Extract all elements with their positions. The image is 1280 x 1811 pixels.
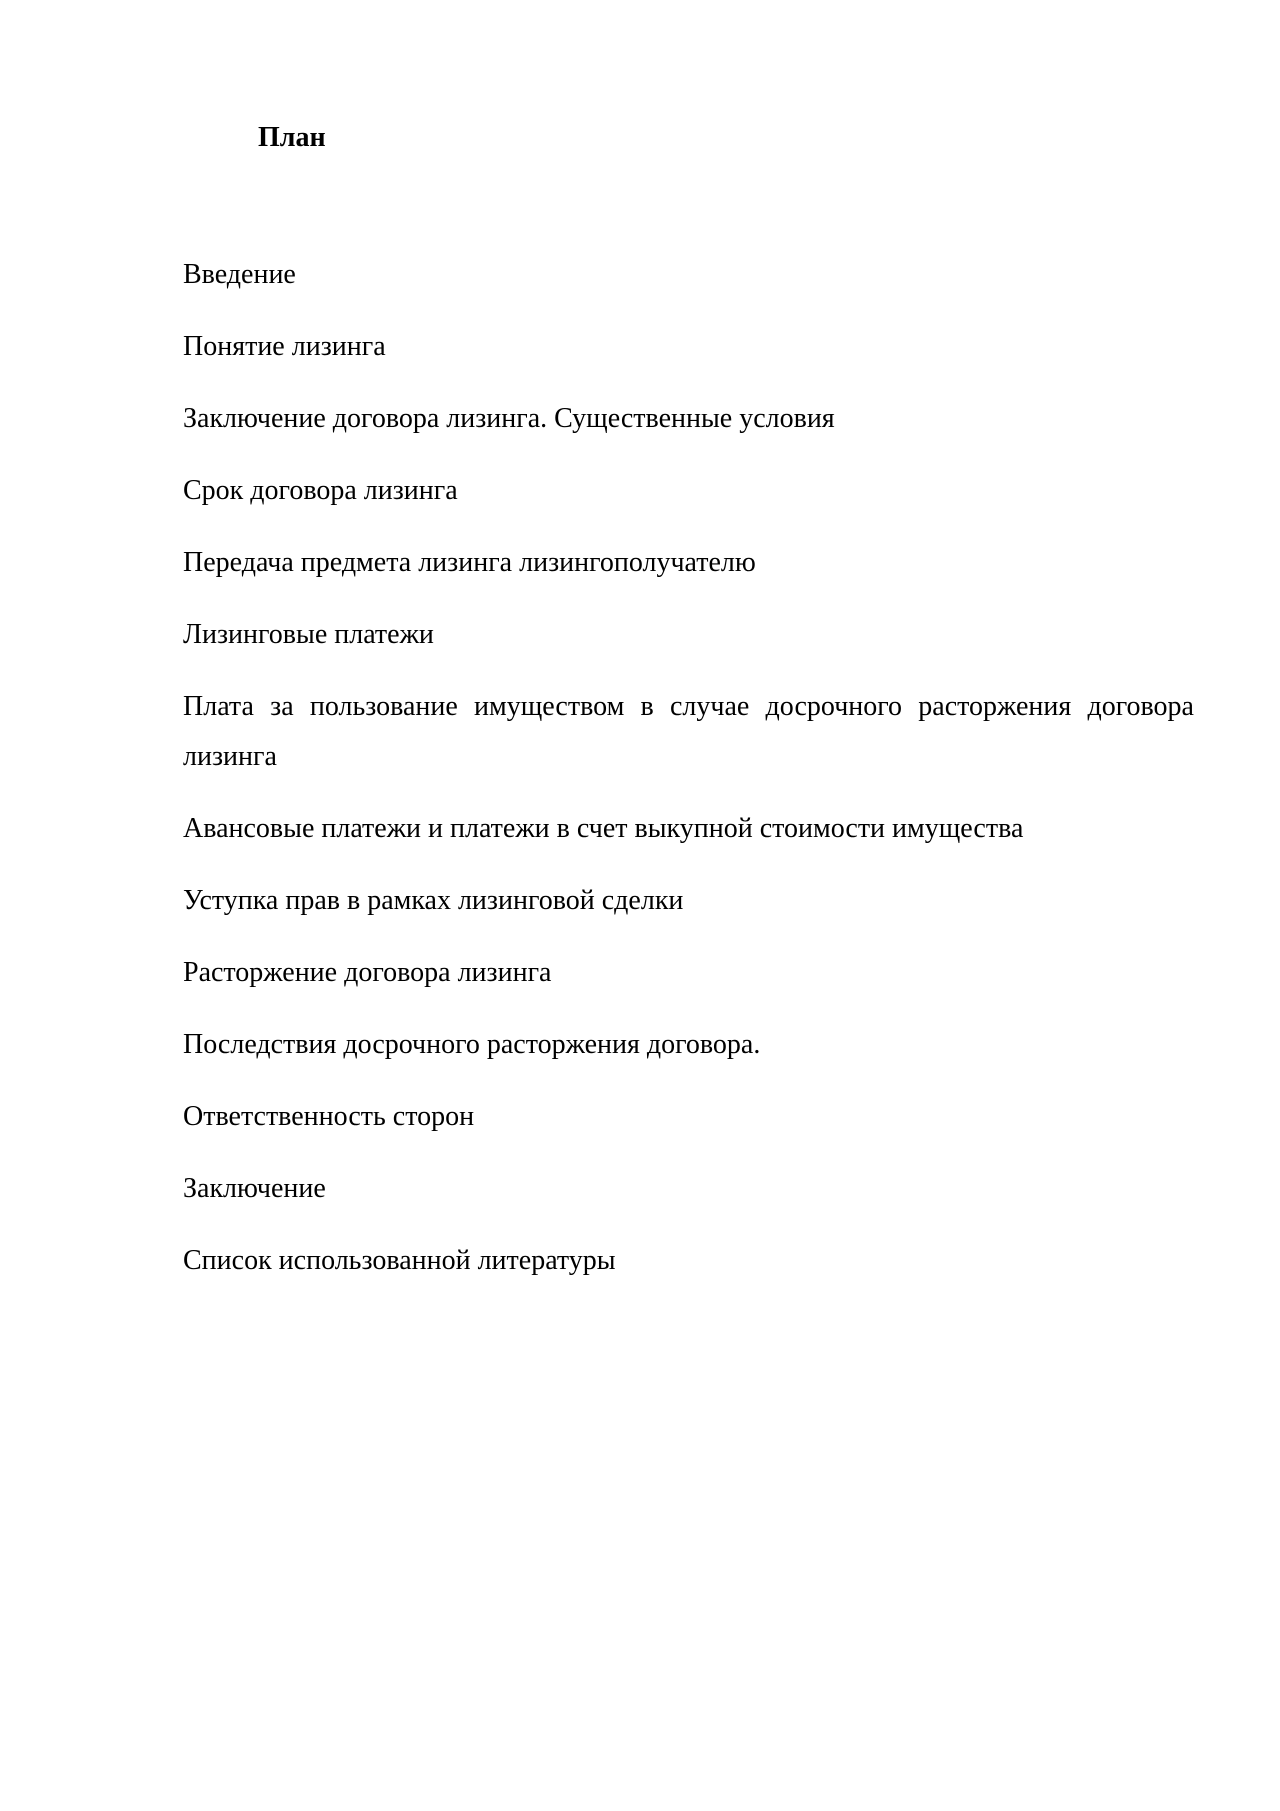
toc-item-introduction: Введение bbox=[183, 259, 296, 290]
toc-item-contract-conclusion: Заключение договора лизинга. Существенные условия bbox=[183, 403, 835, 434]
toc-item-contract-term: Срок договора лизинга bbox=[183, 475, 458, 506]
toc-item-references: Список использованной литературы bbox=[183, 1245, 616, 1276]
toc-item-assignment-of-rights: Уступка прав в рамках лизинговой сделки bbox=[183, 885, 684, 916]
toc-item-conclusion: Заключение bbox=[183, 1173, 326, 1204]
toc-item-leasing-concept: Понятие лизинга bbox=[183, 331, 386, 362]
page-title: План bbox=[258, 122, 326, 153]
toc-item-early-termination-fee: Плата за пользование имуществом в случае досрочного расторжения договора лизинга bbox=[183, 691, 1194, 772]
table-of-contents bbox=[183, 250, 1194, 1308]
toc-item-liability: Ответственность сторон bbox=[183, 1101, 475, 1132]
toc-item-leasing-payments: Лизинговые платежи bbox=[183, 619, 434, 650]
toc-item-advance-payments: Авансовые платежи и платежи в счет выкупной стоимости имущества bbox=[183, 813, 1024, 844]
toc-item-transfer-of-subject: Передача предмета лизинга лизингополучателю bbox=[183, 547, 756, 578]
toc-item-contract-termination: Расторжение договора лизинга bbox=[183, 957, 552, 988]
toc-item-termination-consequences: Последствия досрочного расторжения договора. bbox=[183, 1029, 761, 1060]
